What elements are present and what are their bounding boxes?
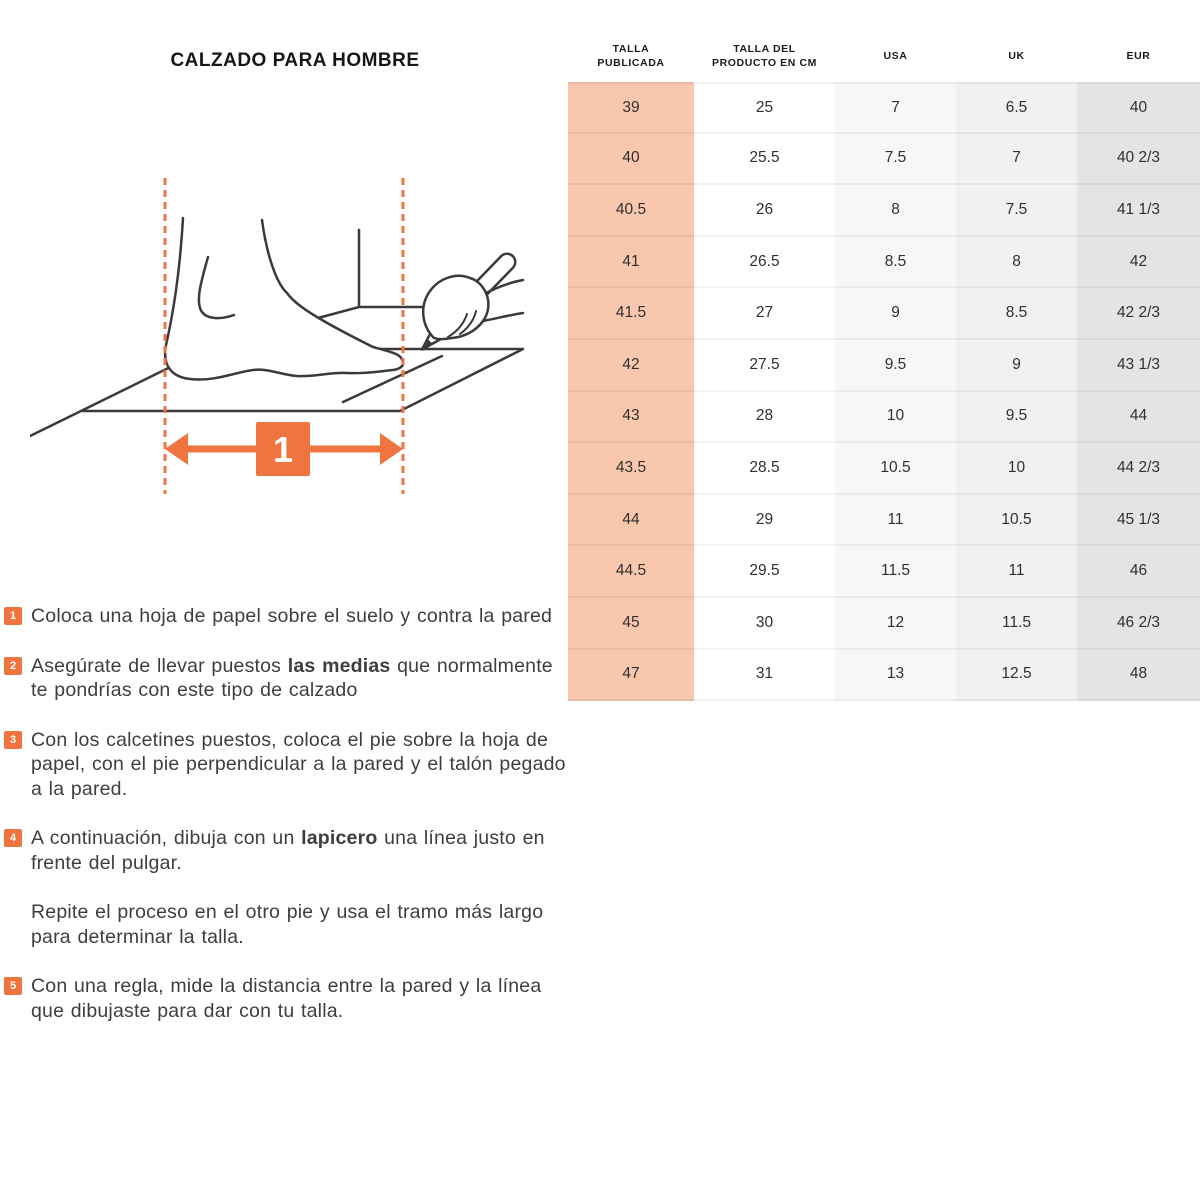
table-cell: 9.5 xyxy=(956,392,1077,444)
table-cell: 45 1/3 xyxy=(1077,495,1200,547)
table-cell: 40 2/3 xyxy=(1077,134,1200,186)
table-cell: 10.5 xyxy=(835,443,956,495)
table-cell: 46 2/3 xyxy=(1077,598,1200,650)
table-cell: 44 xyxy=(1077,392,1200,444)
step-number-badge: 1 xyxy=(4,607,22,625)
size-table xyxy=(568,30,1200,701)
table-cell: 44.5 xyxy=(568,546,694,598)
step-text: Coloca una hoja de papel sobre el suelo y contra la pared xyxy=(31,605,553,627)
measure-arrow xyxy=(165,422,403,476)
step-text: Repite el proceso en el otro pie y usa el tramo más largo para determinar la talla. xyxy=(31,901,544,948)
table-row xyxy=(568,237,1200,289)
table-cell: 27 xyxy=(694,288,835,340)
table-cell: 26 xyxy=(694,185,835,237)
table-cell: 45 xyxy=(568,598,694,650)
table-cell: 8 xyxy=(956,237,1077,289)
instruction-step xyxy=(4,974,570,1023)
table-row xyxy=(568,650,1200,702)
table-cell: 26.5 xyxy=(694,237,835,289)
table-cell: 8.5 xyxy=(835,237,956,289)
size-table-body xyxy=(568,82,1200,701)
wall-lines xyxy=(318,230,430,318)
table-cell: 9.5 xyxy=(835,340,956,392)
table-row xyxy=(568,288,1200,340)
table-cell: 7 xyxy=(835,82,956,134)
table-cell: 13 xyxy=(835,650,956,702)
step-text: Asegúrate de llevar puestos las medias que normalmente te pondrías con este tipo de calzado xyxy=(31,654,553,701)
table-cell: 30 xyxy=(694,598,835,650)
table-cell: 41.5 xyxy=(568,288,694,340)
page-title: CALZADO PARA HOMBRE xyxy=(170,50,420,71)
column-header: TALLA DEL PRODUCTO EN CM xyxy=(711,43,818,69)
table-cell: 12.5 xyxy=(956,650,1077,702)
step-number-badge: 2 xyxy=(4,657,22,675)
table-cell: 10 xyxy=(835,392,956,444)
table-cell: 31 xyxy=(694,650,835,702)
table-cell: 43 1/3 xyxy=(1077,340,1200,392)
table-cell: 11.5 xyxy=(835,546,956,598)
table-row xyxy=(568,82,1200,134)
table-cell: 9 xyxy=(956,340,1077,392)
table-cell: 11 xyxy=(835,495,956,547)
table-row xyxy=(568,546,1200,598)
table-row xyxy=(568,443,1200,495)
table-cell: 10 xyxy=(956,443,1077,495)
steps-list xyxy=(4,604,570,1048)
table-row xyxy=(568,185,1200,237)
table-row xyxy=(568,598,1200,650)
table-cell: 29.5 xyxy=(694,546,835,598)
step-number-badge: 3 xyxy=(4,731,22,749)
table-cell: 7.5 xyxy=(956,185,1077,237)
table-cell: 40.5 xyxy=(568,185,694,237)
table-row xyxy=(568,495,1200,547)
table-cell: 42 xyxy=(1077,237,1200,289)
table-cell: 6.5 xyxy=(956,82,1077,134)
table-row xyxy=(568,134,1200,186)
instruction-step xyxy=(4,900,570,949)
table-cell: 11 xyxy=(956,546,1077,598)
instruction-step xyxy=(4,654,570,703)
foot-measure-illustration xyxy=(30,170,550,500)
table-cell: 42 xyxy=(568,340,694,392)
table-cell: 27.5 xyxy=(694,340,835,392)
table-cell: 46 xyxy=(1077,546,1200,598)
table-cell: 47 xyxy=(568,650,694,702)
instruction-step xyxy=(4,604,570,629)
table-cell: 8.5 xyxy=(956,288,1077,340)
table-row xyxy=(568,392,1200,444)
table-cell: 43.5 xyxy=(568,443,694,495)
table-cell: 7.5 xyxy=(835,134,956,186)
table-cell: 10.5 xyxy=(956,495,1077,547)
table-cell: 39 xyxy=(568,82,694,134)
table-cell: 43 xyxy=(568,392,694,444)
step-number-badge: 5 xyxy=(4,977,22,995)
table-cell: 40 xyxy=(1077,82,1200,134)
column-header: TALLA PUBLICADA xyxy=(597,43,665,69)
step-number-badge: 4 xyxy=(4,829,22,847)
table-cell: 11.5 xyxy=(956,598,1077,650)
table-cell: 41 1/3 xyxy=(1077,185,1200,237)
table-cell: 42 2/3 xyxy=(1077,288,1200,340)
table-cell: 28.5 xyxy=(694,443,835,495)
size-table-header xyxy=(568,30,1200,82)
step-text: Con los calcetines puestos, coloca el pie sobre la hoja de papel, con el pie perpendicular a la pared y el talón pegado a la pared. xyxy=(31,728,566,800)
table-cell: 44 xyxy=(568,495,694,547)
measure-arrow-label: 1 xyxy=(272,429,294,470)
table-cell: 8 xyxy=(835,185,956,237)
instruction-step xyxy=(4,728,570,802)
step-text: A continuación, dibuja con un lapicero una línea justo en frente del pulgar. xyxy=(31,827,545,874)
table-cell: 7 xyxy=(956,134,1077,186)
table-cell: 44 2/3 xyxy=(1077,443,1200,495)
table-cell: 40 xyxy=(568,134,694,186)
table-row xyxy=(568,340,1200,392)
table-cell: 25 xyxy=(694,82,835,134)
table-cell: 48 xyxy=(1077,650,1200,702)
hand-with-pencil xyxy=(422,262,523,350)
column-header: USA xyxy=(883,50,908,62)
table-cell: 12 xyxy=(835,598,956,650)
table-cell: 28 xyxy=(694,392,835,444)
column-header: EUR xyxy=(1126,50,1151,62)
foot-outline xyxy=(165,218,403,380)
column-header: UK xyxy=(1008,50,1025,62)
step-text: Con una regla, mide la distancia entre la pared y la línea que dibujaste para dar con tu talla. xyxy=(31,975,542,1022)
instruction-step xyxy=(4,826,570,875)
table-cell: 29 xyxy=(694,495,835,547)
table-cell: 9 xyxy=(835,288,956,340)
table-cell: 25.5 xyxy=(694,134,835,186)
table-cell: 41 xyxy=(568,237,694,289)
